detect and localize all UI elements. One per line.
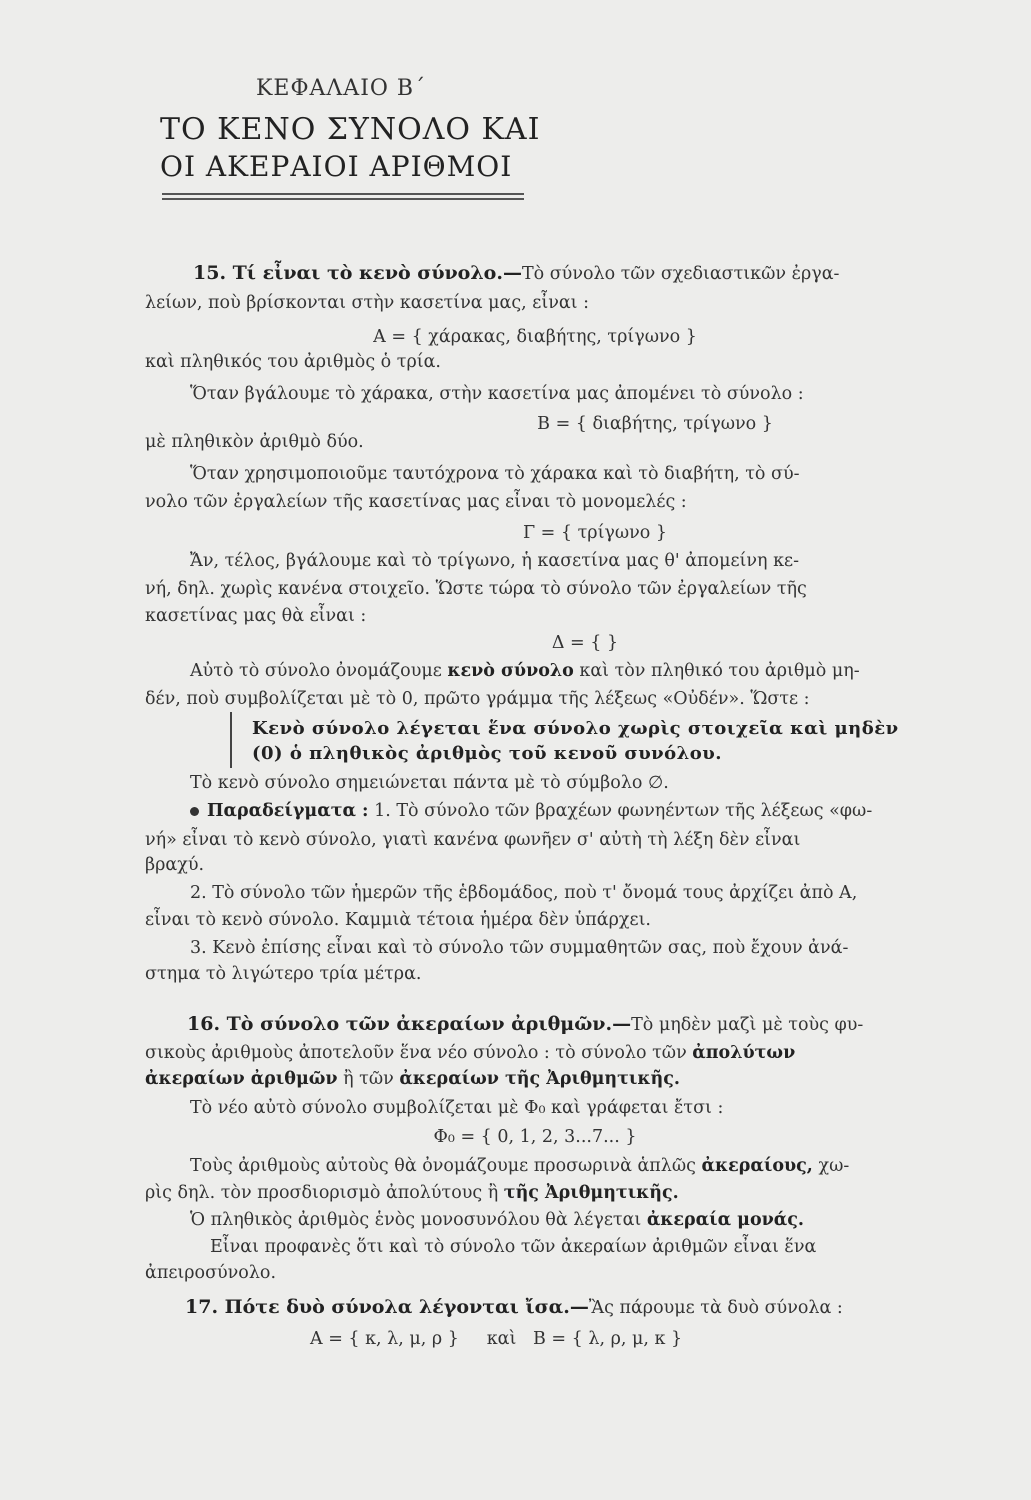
example-3-line-1: 3. Κενὸ ἐπίσης εἶναι καὶ τὸ σύνολο τῶν συμμαθητῶν σας, ποὺ ἔχουν ἀνά- <box>190 938 849 958</box>
s15-heading: 15. Τί εἶναι τὸ κενὸ σύνολο.— <box>193 262 522 284</box>
set-g: Γ = { τρίγωνο } <box>522 523 668 543</box>
s15-line-6: Ὅταν χρησιμοποιοῦμε ταυτόχρονα τὸ χάρακα καὶ τὸ διαβήτη, τὸ σύ- <box>190 464 800 484</box>
chapter-title-line2: ΟΙ ΑΚΕΡΑΙΟΙ ΑΡΙΘΜΟΙ <box>160 150 513 183</box>
s15-line-1: 15. Τί εἶναι τὸ κενὸ σύνολο.—Τὸ σύνολο τῶν σχεδιαστικῶν ἐργα- <box>193 262 840 284</box>
s16-line-6: ρὶς δηλ. τὸν προσδιορισμὸ ἀπολύτους ἢ τῆς Ἀριθμητικῆς. <box>145 1183 679 1203</box>
set-phi0: Φ₀ = { 0, 1, 2, 3...7... } <box>433 1127 637 1147</box>
s17-line-1: 17. Πότε δυὸ σύνολα λέγονται ἴσα.—Ἂς πάρουμε τὰ δυὸ σύνολα : <box>185 1296 843 1318</box>
s17-sets: Α = { κ, λ, μ, ρ } καὶ Β = { λ, ρ, μ, κ } <box>310 1329 683 1349</box>
s15-line-5: μὲ πληθικὸν ἀριθμὸ δύο. <box>145 432 364 452</box>
s15-line-9: νή, δηλ. χωρὶς κανένα στοιχεῖο. Ὥστε τώρα τὸ σύνολο τῶν ἐργαλείων τῆς <box>145 579 807 599</box>
s15-line-11: Αὐτὸ τὸ σύνολο ὀνομάζουμε κενὸ σύνολο καὶ τὸν πληθικό του ἀριθμὸ μη- <box>190 661 860 681</box>
s15-line-7: νολο τῶν ἐργαλείων τῆς κασετίνας μας εἶναι τὸ μονομελές : <box>145 492 687 512</box>
s15-line-4: Ὅταν βγάλουμε τὸ χάρακα, στὴν κασετίνα μας ἀπομένει τὸ σύνολο : <box>190 384 804 404</box>
s15-line-8: Ἄν, τέλος, βγάλουμε καὶ τὸ τρίγωνο, ἡ κασετίνα μας θ' ἀπομείνη κε- <box>190 551 799 571</box>
s16-line-8: Εἶναι προφανὲς ὅτι καὶ τὸ σύνολο τῶν ἀκεραίων ἀριθμῶν εἶναι ἕνα <box>210 1237 817 1257</box>
s15-line-12: δέν, ποὺ συμβολίζεται μὲ τὸ 0, πρῶτο γράμμα τῆς λέξεως «Οὐδέν». Ὥστε : <box>145 689 810 709</box>
example-3-line-2: στημα τὸ λιγώτερο τρία μέτρα. <box>145 964 422 984</box>
s16-line-4: Τὸ νέο αὐτὸ σύνολο συμβολίζεται μὲ Φ₀ καὶ γράφεται ἔτσι : <box>190 1098 724 1118</box>
title-rule-top <box>162 193 524 195</box>
s16-line-5: Τοὺς ἀριθμοὺς αὐτοὺς θὰ ὀνομάζουμε προσωρινὰ ἁπλῶς ἀκεραίους, χω- <box>190 1156 850 1176</box>
s16-heading: 16. Τὸ σύνολο τῶν ἀκεραίων ἀριθμῶν.— <box>187 1013 632 1035</box>
chapter-label: ΚΕΦΑΛΑΙΟ Β΄ <box>256 76 427 101</box>
term-empty-set: κενὸ σύνολο <box>447 661 574 681</box>
example-2-line-2: εἶναι τὸ κενὸ σύνολο. Καμμιὰ τέτοια ἡμέρα δὲν ὑπάρχει. <box>145 910 651 930</box>
title-rule-bottom <box>162 198 524 200</box>
set-a: Α = { χάρακας, διαβήτης, τρίγωνο } <box>373 327 697 347</box>
examples-line-2: νή» εἶναι τὸ κενὸ σύνολο, γιατὶ κανένα φωνῆεν σ' αὐτὴ τὴ λέξη δὲν εἶναι <box>145 830 801 850</box>
example-2-line-1: 2. Τὸ σύνολο τῶν ἡμερῶν τῆς ἑβδομάδος, ποὺ τ' ὄνομά τους ἀρχίζει ἀπὸ Α, <box>190 883 858 903</box>
examples-line-1: Παραδείγματα : 1. Τὸ σύνολο τῶν βραχέων φωνηέντων τῆς λέξεως «φω- <box>190 800 970 822</box>
bullet-icon <box>190 807 199 816</box>
s17-heading: 17. Πότε δυὸ σύνολα λέγονται ἴσα.— <box>185 1296 589 1318</box>
s16-line-9: ἀπειροσύνολο. <box>145 1263 277 1283</box>
s15-line-3: καὶ πληθικός του ἀριθμὸς ὁ τρία. <box>145 352 441 372</box>
set-b: Β = { διαβήτης, τρίγωνο } <box>537 414 773 434</box>
s16-line-2: σικοὺς ἀριθμοὺς ἀποτελοῦν ἕνα νέο σύνολο : τὸ σύνολο τῶν ἀπολύτων <box>145 1043 796 1063</box>
examples-line-3: βραχύ. <box>145 855 205 875</box>
set-d: Δ = { } <box>551 633 619 653</box>
s15-line-10: κασετίνας μας θὰ εἶναι : <box>145 606 367 626</box>
definition-bar <box>230 712 232 768</box>
s16-line-1: 16. Τὸ σύνολο τῶν ἀκεραίων ἀριθμῶν.—Τὸ μηδὲν μαζὶ μὲ τοὺς φυ- <box>187 1013 864 1035</box>
s15-line-2: λείων, ποὺ βρίσκονται στὴν κασετίνα μας, εἶναι : <box>145 293 590 313</box>
chapter-title-line1: ΤΟ ΚΕΝΟ ΣΥΝΟΛΟ ΚΑΙ <box>160 112 541 147</box>
definition-line-1: Κενὸ σύνολο λέγεται ἕνα σύνολο χωρὶς στοιχεῖα καὶ μηδὲν <box>252 718 899 739</box>
s15-line-13: Τὸ κενὸ σύνολο σημειώνεται πάντα μὲ τὸ σύμβολο ∅. <box>190 773 669 793</box>
definition-line-2: (0) ὁ πληθικὸς ἀριθμὸς τοῦ κενοῦ συνόλου. <box>252 743 723 764</box>
s16-line-3: ἀκεραίων ἀριθμῶν ἢ τῶν ἀκεραίων τῆς Ἀριθμητικῆς. <box>145 1069 680 1089</box>
examples-label: Παραδείγματα : <box>207 801 369 821</box>
s16-line-7: Ὁ πληθικὸς ἀριθμὸς ἑνὸς μονοσυνόλου θὰ λέγεται ἀκεραία μονάς. <box>190 1210 805 1230</box>
